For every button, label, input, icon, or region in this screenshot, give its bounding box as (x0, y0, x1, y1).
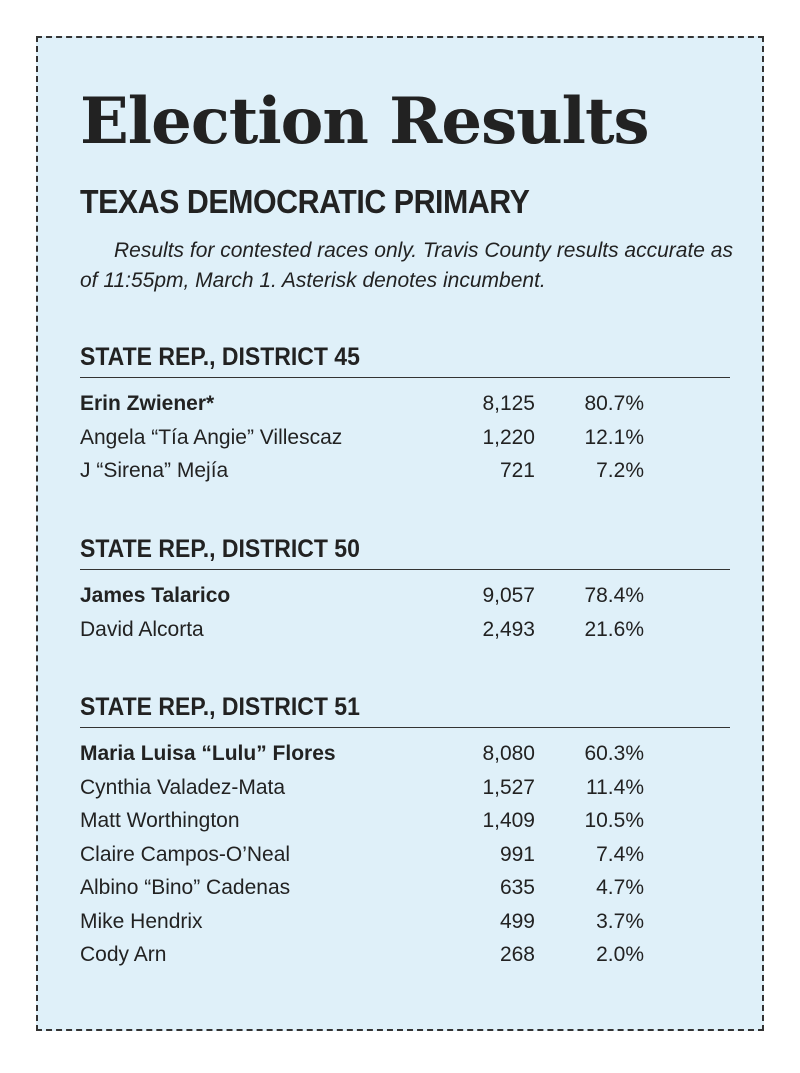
candidate-row (80, 771, 730, 805)
candidate-name: Cynthia Valadez-Mata (80, 775, 286, 799)
candidate-name: David Alcorta (80, 617, 204, 641)
race-district-45 (80, 345, 730, 488)
candidate-votes: 1,409 (482, 809, 535, 832)
candidate-pct: 11.4% (586, 775, 644, 799)
candidate-name: Matt Worthington (80, 809, 240, 832)
divider (80, 569, 730, 570)
candidate-row (80, 387, 730, 421)
candidate-row (80, 938, 730, 972)
candidate-votes: 1,220 (482, 425, 535, 449)
page-title: Election Results (80, 84, 649, 159)
candidate-pct: 2.0% (596, 943, 644, 966)
candidate-name: J “Sirena” Mejía (80, 459, 229, 482)
candidate-row (80, 838, 730, 872)
candidate-pct: 80.7% (584, 392, 644, 415)
candidate-name: Maria Luisa “Lulu” Flores (80, 742, 336, 765)
candidate-pct: 60.3% (584, 742, 644, 765)
candidate-votes: 2,493 (482, 617, 535, 641)
candidate-name: Cody Arn (80, 943, 167, 966)
candidate-name: Albino “Bino” Cadenas (80, 876, 291, 899)
candidate-name: Claire Campos-O’Neal (80, 842, 291, 866)
candidate-name: Angela “Tía Angie” Villescaz (80, 425, 343, 449)
candidate-votes: 268 (499, 943, 535, 966)
candidate-pct: 3.7% (596, 909, 644, 933)
candidate-pct: 10.5% (584, 809, 644, 832)
candidate-pct: 7.4% (596, 842, 644, 866)
candidate-votes: 991 (499, 842, 535, 866)
race-heading: STATE REP., DISTRICT 45 (80, 343, 360, 371)
candidate-votes: 635 (499, 876, 535, 899)
candidate-pct: 7.2% (596, 459, 644, 482)
intro-note: Results for contested races only. Travis County results accurate as of 11:55pm, March 1. Asterisk denotes incumbent. (80, 239, 733, 292)
race-heading: STATE REP., DISTRICT 50 (80, 535, 360, 563)
candidate-name: James Talarico (80, 584, 231, 607)
candidate-pct: 78.4% (584, 584, 644, 607)
candidate-votes: 499 (499, 909, 535, 933)
candidate-row (80, 613, 730, 647)
divider (80, 727, 730, 728)
subtitle: TEXAS DEMOCRATIC PRIMARY (80, 183, 530, 220)
race-heading: STATE REP., DISTRICT 51 (80, 693, 360, 721)
results-card (36, 36, 764, 1031)
candidate-pct: 12.1% (584, 425, 644, 449)
candidate-name: Erin Zwiener* (80, 392, 215, 415)
candidate-row (80, 871, 730, 905)
candidate-name: Mike Hendrix (80, 909, 203, 933)
candidate-row (80, 804, 730, 838)
candidate-row (80, 454, 730, 488)
candidate-votes: 9,057 (482, 584, 535, 607)
candidate-row (80, 737, 730, 771)
candidate-votes: 8,125 (482, 392, 535, 415)
candidate-votes: 1,527 (482, 775, 535, 799)
candidate-row (80, 421, 730, 455)
candidate-row (80, 579, 730, 613)
divider (80, 377, 730, 378)
candidate-votes: 8,080 (482, 742, 535, 765)
candidate-row (80, 905, 730, 939)
race-district-51 (80, 695, 730, 972)
race-district-50 (80, 537, 730, 646)
candidate-pct: 21.6% (584, 617, 644, 641)
candidate-votes: 721 (499, 459, 535, 482)
candidate-pct: 4.7% (596, 876, 644, 899)
